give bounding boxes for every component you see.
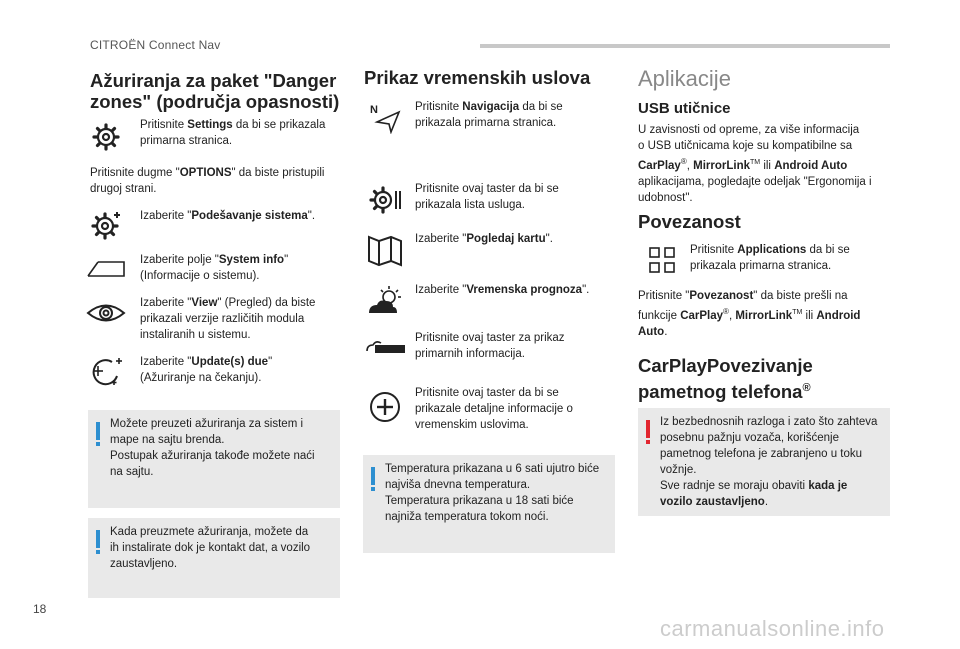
info-icon (371, 467, 375, 485)
section-title-danger-zones: Ažuriranja za paket "Danger zones" (područja opasnosti) (90, 70, 340, 112)
gear-icon (84, 120, 128, 154)
services-gear-icon (363, 183, 407, 217)
step-system-info: Izaberite polje "System info" (Informacije o sistemu). (140, 254, 289, 282)
step-detailed-info: Pritisnite ovaj taster da bi se prikazale detaljne informacije o vremenskim uslovima. (415, 387, 573, 431)
svg-text:N: N (370, 104, 378, 116)
header-rule (480, 44, 890, 48)
section-title-apps: Aplikacije (638, 66, 731, 91)
step-updates-due: Izaberite "Update(s) due" (Ažuriranje na čekanju). (140, 356, 273, 384)
carplay-title: CarPlayPovezivanje pametnog telefona® (638, 355, 813, 403)
options-paragraph: Pritisnite dugme "OPTIONS" da biste pristupili drugoj strani. (90, 167, 325, 195)
info-icon (96, 422, 100, 440)
step-weather-forecast: Izaberite "Vremenska prognoza". (415, 284, 590, 296)
warning-icon (646, 420, 650, 438)
connectivity-paragraph: Pritisnite "Povezanost" da biste prešli na funkcije CarPlay®, MirrorLink™ ili Android Auto. (638, 290, 861, 338)
step-settings: Pritisnite Settings da bi se prikazala primarna stranica. (140, 119, 326, 147)
step-view-map: Izaberite "Pogledaj kartu". (415, 233, 553, 245)
step-system-settings: Izaberite "Podešavanje sistema". (140, 210, 316, 222)
step-services-list: Pritisnite ovaj taster da bi se prikazala lista usluga. (415, 183, 559, 211)
weather-icon (363, 283, 407, 317)
info-note-download: Možete preuzeti ažuriranja za sistem i mape na sajtu brenda. Postupak ažuriranja takođe možete naći na sajtu. (88, 410, 340, 508)
step-view: Izaberite "View" (Pregled) da biste prikazali verzije različitih modula instaliranih u sistemu. (140, 297, 316, 341)
map-icon (363, 233, 407, 267)
usb-paragraph: U zavisnosti od opreme, za više informacija o USB utičnicama koje su kompatibilne sa CarPlay®, MirrorLink™ ili Android Auto aplikacijama, pogledajte odeljak "Ergonomija i udobnost". (638, 124, 872, 204)
eye-icon (84, 296, 128, 330)
update-icon (84, 354, 128, 388)
connectivity-title: Povezanost (638, 211, 741, 232)
step-applications: Pritisnite Applications da bi se prikazala primarna stranica. (690, 244, 850, 272)
cloud-bar-icon (363, 331, 407, 365)
usb-title: USB utičnice (638, 100, 731, 117)
step-navigation: Pritisnite Navigacija da bi se prikazala primarna stranica. (415, 101, 563, 129)
step-primary-info: Pritisnite ovaj taster za prikaz primarnih informacija. (415, 332, 565, 360)
watermark: carmanualsonline.info (660, 616, 885, 641)
brand-header: CITROËN Connect Nav (90, 38, 221, 52)
page-number: 18 (33, 602, 47, 616)
warning-note-safety: Iz bezbednosnih razloga i zato što zahteva posebnu pažnju vozača, korišćenje pametnog telefona je zabranjeno u toku vožnje. Sve radnje se moraju obaviti kada je vozilo zaustavljeno. (638, 408, 890, 516)
info-note-temperature: Temperatura prikazana u 6 sati ujutro biće najviša dnevna temperatura. Temperatura prikazana u 18 sati biće najniža temperatura tokom noći. (363, 455, 615, 553)
field-icon (84, 252, 128, 286)
apps-grid-icon (640, 243, 684, 277)
gear-plus-icon (84, 208, 128, 242)
plus-circle-icon (363, 390, 407, 424)
navigation-icon (363, 100, 407, 134)
info-note-install: Kada preuzmete ažuriranja, možete da ih instalirate dok je kontakt dat, a vozilo zaustavljeno. (88, 518, 340, 598)
info-icon (96, 530, 100, 548)
section-title-weather: Prikaz vremenskih uslova (364, 67, 591, 88)
